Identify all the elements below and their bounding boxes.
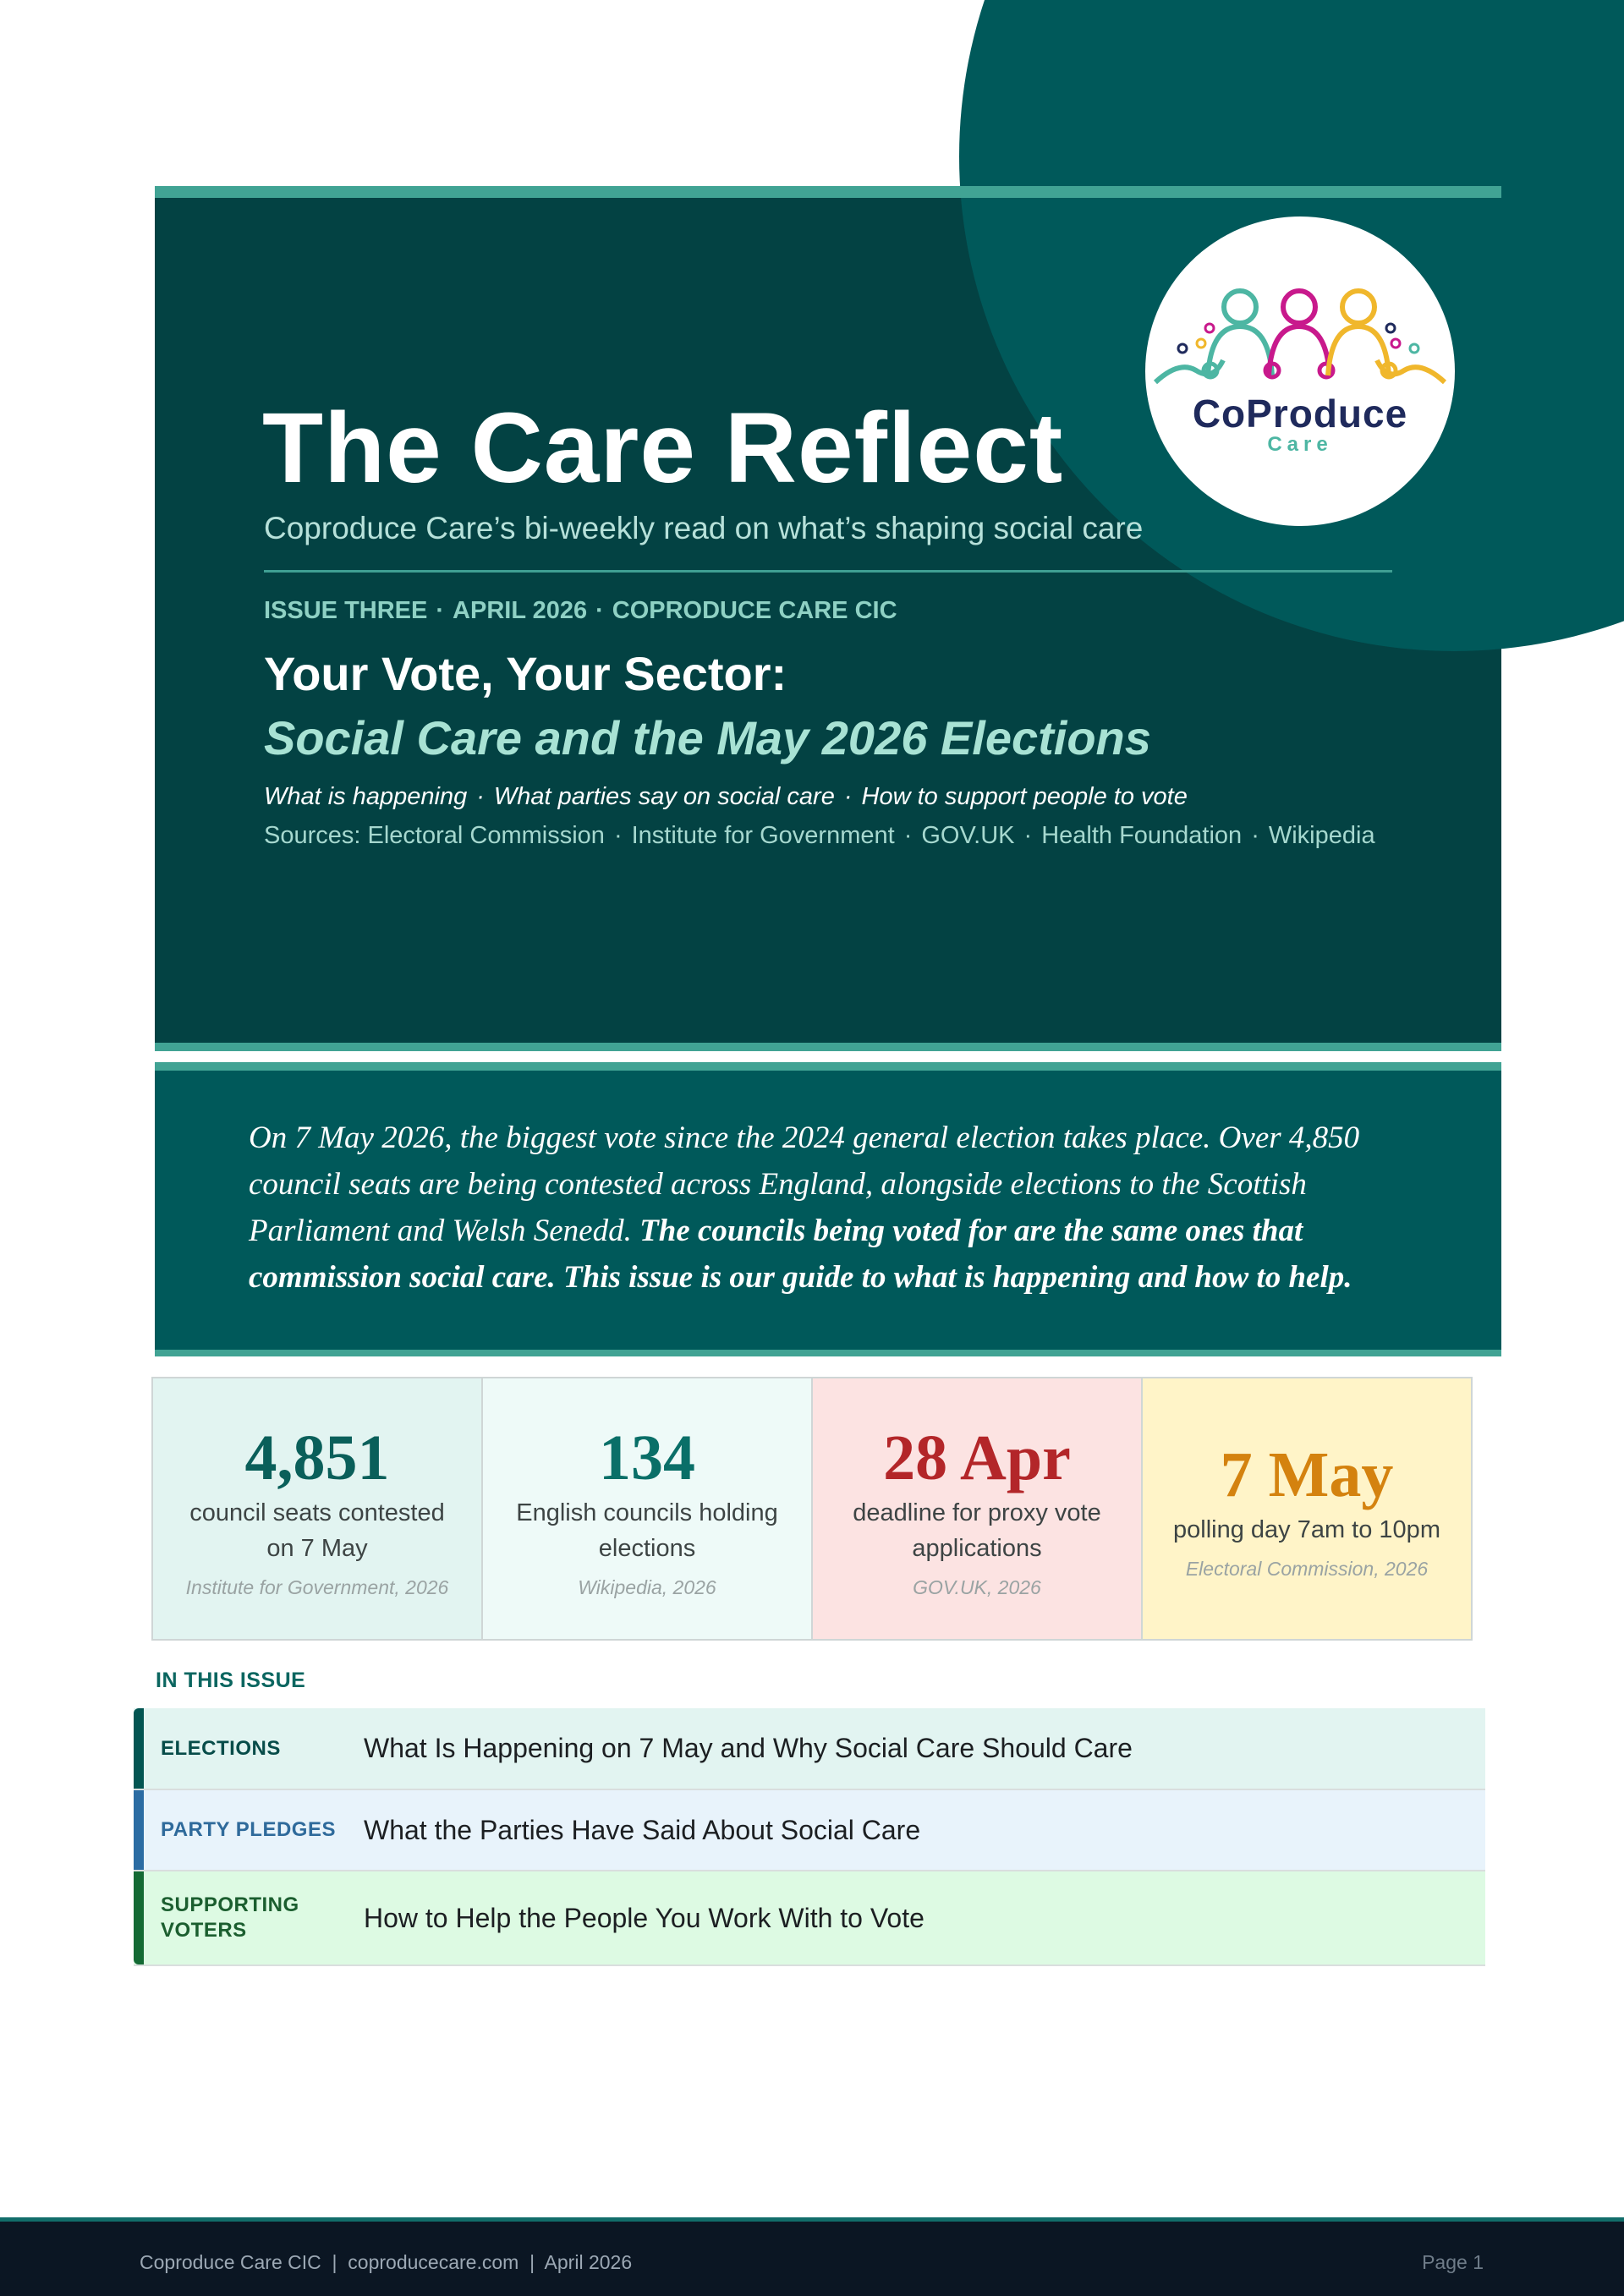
table-of-contents — [134, 1708, 1485, 1966]
newsletter-subtitle: Coproduce Care’s bi-weekly read on what’s shaping social care — [264, 511, 1144, 545]
meta-separator: · — [436, 597, 445, 624]
hero-divider — [264, 570, 1392, 573]
topic-item: What parties say on social care — [493, 783, 835, 810]
newsletter-title: The Care Reflect — [262, 392, 1064, 504]
issue-publisher: COPRODUCE CARE CIC — [612, 597, 897, 624]
page-number: Page 1 — [1422, 2251, 1484, 2273]
logo-wordmark: CoProduce — [1192, 392, 1408, 436]
issue-meta — [264, 597, 897, 625]
hero-content — [0, 0, 1624, 1099]
toc-title: What Is Happening on 7 May and Why Social Care Should Care — [364, 1733, 1133, 1763]
stat-value: 4,851 — [244, 1422, 390, 1493]
stat-label-line: English councils holding — [516, 1499, 778, 1526]
toc-category: SUPPORTING VOTERS — [161, 1893, 299, 1942]
sources-prefix: Sources: — [264, 822, 361, 849]
toc-accent-bar — [134, 1871, 144, 1964]
topic-item: What is happening — [264, 783, 468, 810]
toc-title: How to Help the People You Work With to Vote — [364, 1902, 924, 1933]
issue-date: APRIL 2026 — [453, 597, 588, 624]
intro-text — [249, 1115, 1433, 1301]
stat-value: 134 — [599, 1422, 695, 1493]
stat-label — [153, 1495, 481, 1566]
toc-heading: IN THIS ISSUE — [156, 1669, 306, 1692]
stat-label-line: council seats contested — [189, 1499, 445, 1526]
topic-list — [264, 783, 1188, 811]
stat-value: 7 May — [1220, 1439, 1394, 1510]
stat-label-line: on 7 May — [266, 1535, 368, 1562]
logo-subtitle: Care — [1267, 433, 1333, 456]
toc-category: ELECTIONS — [161, 1736, 281, 1760]
stat-card-proxy-deadline — [813, 1378, 1143, 1639]
page-footer — [0, 2217, 1624, 2296]
footer-accent-line — [0, 2217, 1624, 2222]
stat-label-line: elections — [598, 1535, 696, 1562]
stat-label — [483, 1495, 811, 1566]
stat-card-seats — [153, 1378, 483, 1639]
toc-title: What the Parties Have Said About Social Care — [364, 1814, 921, 1845]
topic-separator: · — [843, 783, 853, 810]
stat-label-line: deadline for proxy vote — [853, 1499, 1101, 1526]
intro-bold-text: The councils being voted for are the same ones that commission social care. This issue is our guide to what is happening and how to help. — [249, 1214, 1352, 1295]
meta-separator: · — [595, 597, 604, 624]
stat-label: polling day 7am to 10pm — [1173, 1516, 1440, 1543]
source-separator: · — [1023, 822, 1033, 849]
source-separator: · — [613, 822, 623, 849]
topic-item: How to support people to vote — [861, 783, 1188, 810]
stat-label — [813, 1495, 1141, 1566]
footer-info: Coproduce Care CIC | coproducecare.com | April 2026 — [140, 2251, 633, 2273]
source-item: Institute for Government — [631, 822, 895, 849]
key-stats — [151, 1377, 1473, 1641]
toc-item-elections[interactable] — [134, 1708, 1485, 1790]
stat-card-polling-day — [1143, 1378, 1471, 1639]
toc-category: PARTY PLEDGES — [161, 1818, 336, 1841]
stat-source: GOV.UK, 2026 — [913, 1576, 1041, 1598]
source-item: Electoral Commission — [367, 822, 605, 849]
source-separator: · — [1251, 822, 1259, 849]
stat-value: 28 Apr — [883, 1422, 1071, 1493]
headline-line-2: Social Care and the May 2026 Elections — [264, 711, 1151, 764]
stat-source: Institute for Government, 2026 — [185, 1576, 449, 1598]
stat-source: Wikipedia, 2026 — [578, 1576, 716, 1598]
source-item: GOV.UK — [921, 822, 1015, 849]
toc-item-supporting-voters[interactable] — [134, 1871, 1485, 1966]
coproduce-care-logo — [1145, 216, 1455, 526]
source-item: Wikipedia — [1268, 822, 1375, 849]
toc-item-party-pledges[interactable] — [134, 1790, 1485, 1871]
issue-number: ISSUE THREE — [264, 597, 428, 624]
stat-label-line: applications — [912, 1535, 1042, 1562]
people-logo-icon — [1145, 216, 1455, 526]
source-item: Health Foundation — [1041, 822, 1243, 849]
headline-line-1: Your Vote, Your Sector: — [264, 647, 787, 700]
toc-accent-bar — [134, 1708, 144, 1789]
stat-source: Electoral Commission, 2026 — [1185, 1558, 1429, 1580]
sources-list — [264, 822, 1375, 850]
intro-bottom-accent-bar — [155, 1350, 1501, 1356]
stat-card-councils — [483, 1378, 813, 1639]
intro-panel — [155, 1062, 1501, 1356]
toc-accent-bar — [134, 1790, 144, 1870]
intro-plain-text: On 7 May 2026, the biggest vote since the 2024 general election takes place. Over 4,850 council seats are being contested across England, alongside elections to the Scottish Parliament and Welsh Senedd. — [249, 1121, 1360, 1248]
topic-separator: · — [476, 783, 485, 810]
source-separator: · — [903, 822, 913, 849]
